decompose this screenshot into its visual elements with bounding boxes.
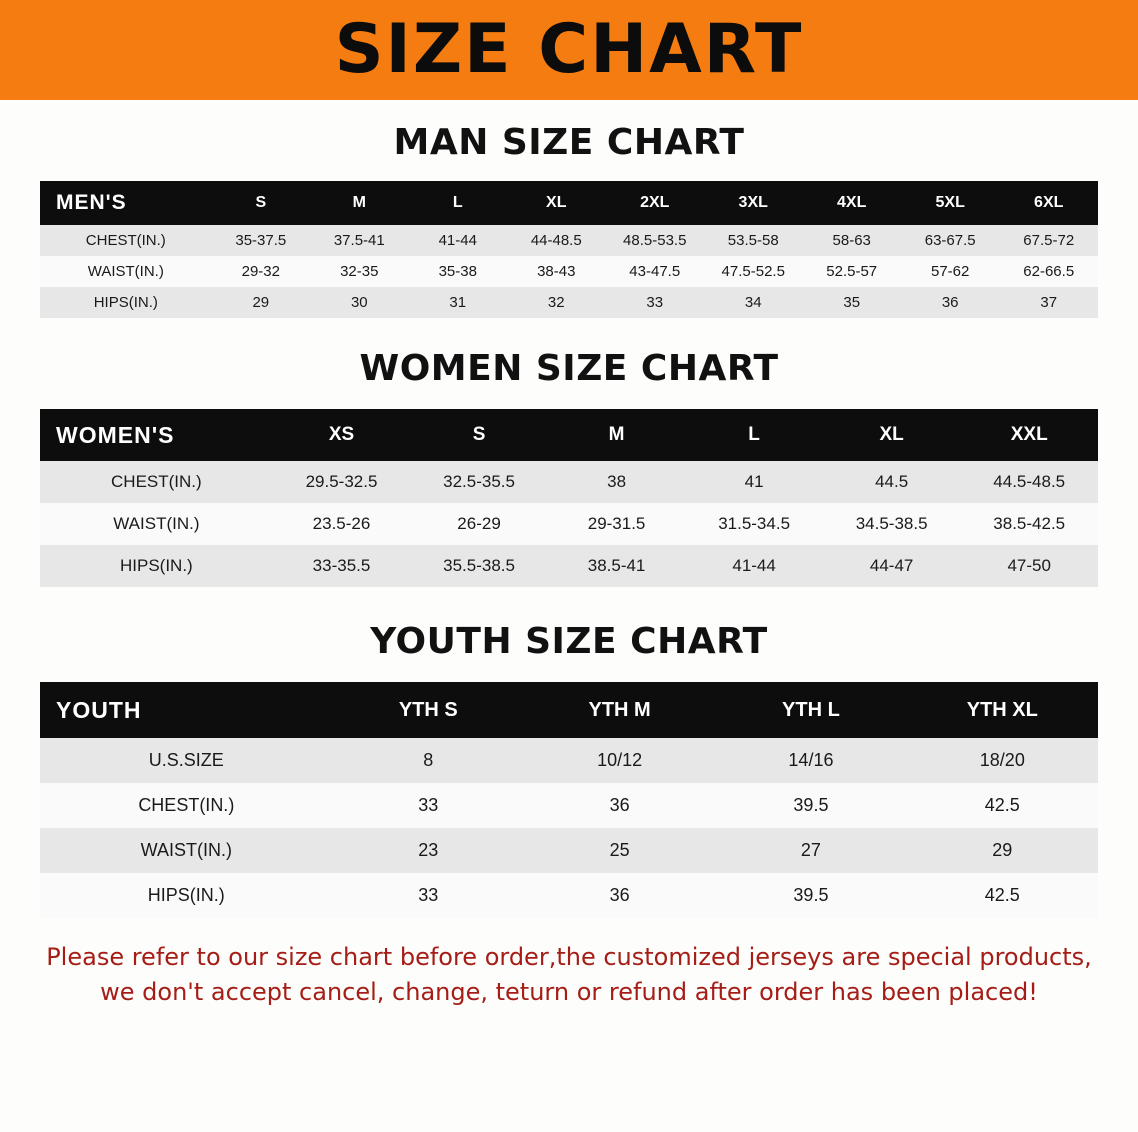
table-cell: 58-63 xyxy=(832,232,871,249)
table-cell: 25 xyxy=(609,840,630,860)
table-cell: 44-47 xyxy=(869,556,914,575)
table-cell: 27 xyxy=(800,840,821,860)
row-label: CHEST(IN.) xyxy=(111,472,202,491)
table-header-cell: 3XL xyxy=(738,194,768,211)
man-size-chart-heading: MAN SIZE CHART xyxy=(393,122,745,163)
table-cell: 39.5 xyxy=(793,885,829,905)
table-header-row xyxy=(40,682,1098,738)
table-cell: 26-29 xyxy=(457,514,501,533)
table-row xyxy=(40,873,1098,918)
table-cell: 10/12 xyxy=(597,750,643,770)
youth-size-table xyxy=(40,682,1098,918)
table-cell: 36 xyxy=(609,885,630,905)
table-cell: 18/20 xyxy=(979,750,1025,770)
policy-note-line-2: we don't accept cancel, change, teturn or refund after order has been placed! xyxy=(100,977,1038,1006)
table-header-cell: 5XL xyxy=(935,194,965,211)
table-cell: 32 xyxy=(547,294,565,311)
table-header-cell: 2XL xyxy=(640,194,670,211)
table-header-cell: XL xyxy=(879,424,904,445)
table-header-cell: MEN'S xyxy=(56,191,127,214)
table-cell: 38.5-41 xyxy=(587,556,646,575)
row-label: HIPS(IN.) xyxy=(147,885,225,905)
table-header-cell: 4XL xyxy=(837,194,867,211)
table-cell: 35 xyxy=(843,294,861,311)
row-label: U.S.SIZE xyxy=(148,750,224,770)
table-cell: 32-35 xyxy=(340,263,379,280)
table-cell: 35-38 xyxy=(438,263,477,280)
table-row xyxy=(40,461,1098,503)
table-cell: 42.5 xyxy=(984,795,1020,815)
table-header-cell: 6XL xyxy=(1034,194,1064,211)
table-header-cell: YOUTH xyxy=(56,696,142,723)
policy-note-line-1: Please refer to our size chart before order,the customized jerseys are special products, xyxy=(46,943,1092,971)
table-cell: 31.5-34.5 xyxy=(718,514,791,533)
table-header-row xyxy=(40,409,1098,461)
table-row xyxy=(40,828,1098,873)
table-cell: 29.5-32.5 xyxy=(305,472,378,491)
table-header-cell: YTH L xyxy=(782,698,840,721)
table-cell: 67.5-72 xyxy=(1023,232,1075,249)
table-cell: 36 xyxy=(609,795,630,815)
row-label: CHEST(IN.) xyxy=(85,232,166,249)
row-label: WAIST(IN.) xyxy=(87,263,164,280)
table-cell: 35.5-38.5 xyxy=(443,556,515,575)
table-header-cell: S xyxy=(472,424,486,445)
table-cell: 29 xyxy=(252,294,270,311)
table-row xyxy=(40,503,1098,545)
table-row xyxy=(40,545,1098,587)
man-size-chart-section xyxy=(40,181,1098,318)
table-header-cell: S xyxy=(255,194,267,211)
table-cell: 35-37.5 xyxy=(235,232,287,249)
table-cell: 57-62 xyxy=(931,263,970,280)
table-cell: 47.5-52.5 xyxy=(721,263,785,280)
row-label: HIPS(IN.) xyxy=(93,294,158,311)
table-cell: 29-32 xyxy=(241,263,280,280)
table-header-cell: YTH XL xyxy=(966,698,1038,721)
table-cell: 29-31.5 xyxy=(587,514,646,533)
page-banner xyxy=(0,0,1138,100)
man-size-table xyxy=(40,181,1098,318)
table-row xyxy=(40,287,1098,318)
table-header-cell: L xyxy=(748,424,760,445)
table-header-cell: YTH S xyxy=(398,698,458,721)
table-cell: 41 xyxy=(744,472,764,491)
youth-size-chart-heading: YOUTH SIZE CHART xyxy=(370,621,768,662)
table-cell: 29 xyxy=(992,840,1013,860)
table-cell: 47-50 xyxy=(1007,556,1051,575)
table-cell: 33 xyxy=(418,885,439,905)
table-cell: 52.5-57 xyxy=(826,263,878,280)
table-cell: 31 xyxy=(449,294,467,311)
table-cell: 42.5 xyxy=(984,885,1020,905)
table-cell: 62-66.5 xyxy=(1023,263,1075,280)
table-cell: 8 xyxy=(423,750,434,770)
table-cell: 41-44 xyxy=(732,556,776,575)
table-header-cell: XL xyxy=(546,194,567,211)
table-header-cell: M xyxy=(608,424,625,445)
table-header-cell: WOMEN'S xyxy=(56,421,175,448)
policy-note xyxy=(36,940,1102,1010)
row-label: HIPS(IN.) xyxy=(120,556,193,575)
table-header-cell: L xyxy=(452,194,463,211)
table-cell: 63-67.5 xyxy=(924,232,976,249)
women-size-chart-section xyxy=(40,409,1098,587)
table-header-cell: M xyxy=(352,194,366,211)
page-title: SIZE CHART xyxy=(334,10,804,89)
table-cell: 37.5-41 xyxy=(333,232,385,249)
table-row xyxy=(40,738,1098,783)
table-cell: 44.5-48.5 xyxy=(993,472,1066,491)
table-cell: 30 xyxy=(350,294,368,311)
table-header-cell: XS xyxy=(328,424,355,445)
table-cell: 38 xyxy=(607,472,627,491)
table-row xyxy=(40,256,1098,287)
table-header-cell: YTH M xyxy=(588,698,651,721)
table-cell: 14/16 xyxy=(788,750,834,770)
row-label: WAIST(IN.) xyxy=(113,514,200,533)
table-header-cell: XXL xyxy=(1010,424,1048,445)
table-row xyxy=(40,783,1098,828)
table-cell: 53.5-58 xyxy=(727,232,779,249)
table-cell: 33 xyxy=(646,294,664,311)
table-cell: 33 xyxy=(418,795,439,815)
table-cell: 37 xyxy=(1040,294,1058,311)
table-row xyxy=(40,225,1098,256)
table-cell: 33-35.5 xyxy=(312,556,371,575)
table-cell: 43-47.5 xyxy=(629,263,681,280)
row-label: CHEST(IN.) xyxy=(138,795,235,815)
table-cell: 32.5-35.5 xyxy=(443,472,515,491)
table-cell: 34.5-38.5 xyxy=(855,514,928,533)
table-cell: 38.5-42.5 xyxy=(993,514,1066,533)
row-label: WAIST(IN.) xyxy=(140,840,232,860)
table-cell: 23.5-26 xyxy=(312,514,371,533)
table-cell: 41-44 xyxy=(438,232,477,249)
table-cell: 38-43 xyxy=(537,263,576,280)
table-cell: 34 xyxy=(744,294,762,311)
table-cell: 39.5 xyxy=(793,795,829,815)
table-cell: 48.5-53.5 xyxy=(623,232,687,249)
youth-size-chart-section xyxy=(40,682,1098,918)
table-cell: 44-48.5 xyxy=(530,232,582,249)
table-header-row xyxy=(40,181,1098,225)
table-cell: 36 xyxy=(941,294,959,311)
table-cell: 23 xyxy=(418,840,439,860)
table-cell: 44.5 xyxy=(875,472,909,491)
women-size-table xyxy=(40,409,1098,587)
women-size-chart-heading: WOMEN SIZE CHART xyxy=(359,348,779,389)
